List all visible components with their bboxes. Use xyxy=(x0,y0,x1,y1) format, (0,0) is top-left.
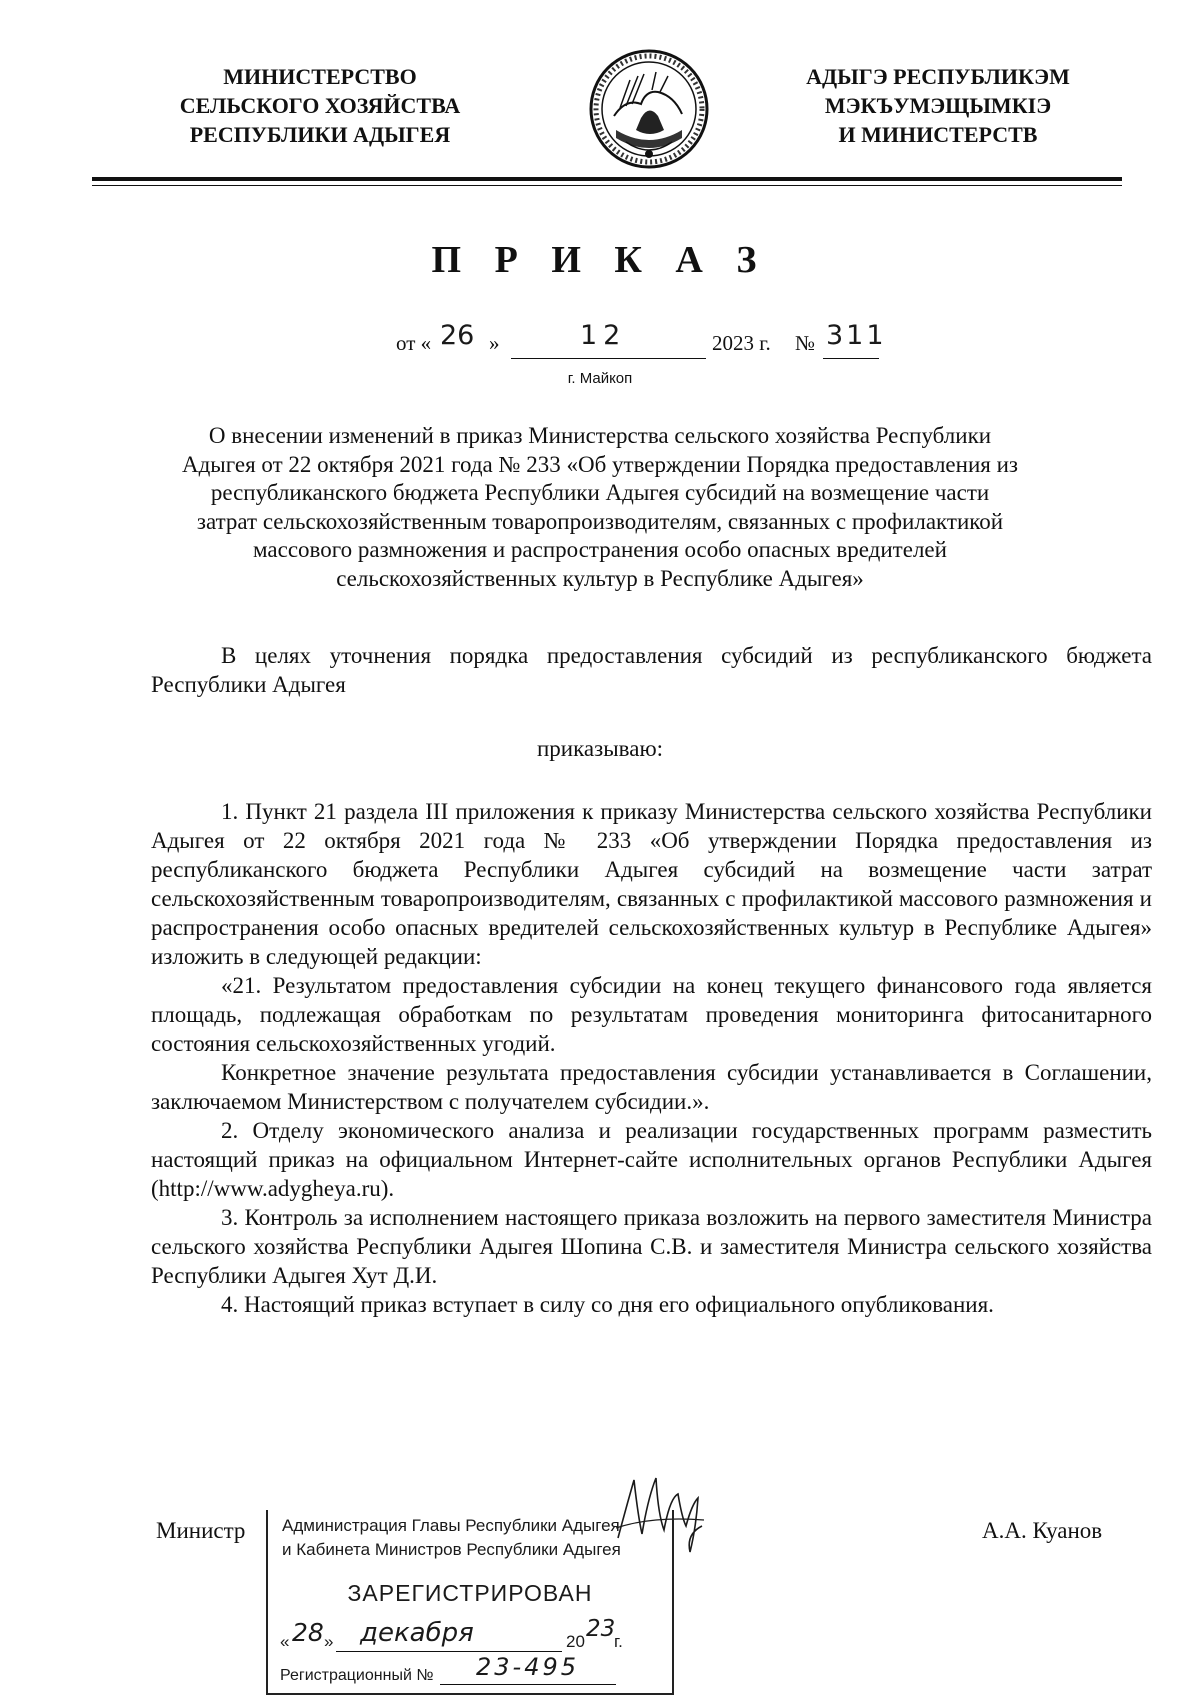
order-word: приказываю: xyxy=(536,736,664,761)
ministry-name-line: МЭКЪУМЭЩЫМКIЭ xyxy=(824,93,1052,118)
preamble: В целях уточнения порядка предоставления субсидий из республиканского бюджета Республики Адыгея xyxy=(151,643,1152,697)
item-paragraph: 1. Пункт 21 раздела III приложения к приказу Министерства сельского хозяйства Республики Адыгея от 22 октября 2021 года № 233 «Об утверждении Порядка предоставления из республиканского бюджета Республики Адыгея субсидий на возмещение части затрат сельскохозяйственным товаропроизводителям, связанных с профилактикой массового размножения и распространения особо опасных вредителей сельскохозяйственных культур в Республике Адыгея» изложить в следующей редакции: xyxy=(151,799,1152,969)
stamp-registration-line xyxy=(280,1653,660,1687)
stamp-reg-label: Регистрационный № xyxy=(280,1667,434,1684)
order-subject xyxy=(150,422,1050,593)
stamp-date-line xyxy=(280,1618,660,1656)
ministry-name-russian xyxy=(140,62,500,149)
stamp-status: ЗАРЕГИСТРИРОВАН xyxy=(347,1580,593,1606)
stamp-authority-line: Администрация Главы Республики Адыгея xyxy=(282,1516,620,1535)
date-number-line xyxy=(0,320,1200,364)
ministry-name-line: МИНИСТЕРСТВО xyxy=(223,64,417,89)
stamp-month: декабря xyxy=(360,1618,474,1648)
item-paragraph: «21. Результатом предоставления субсидии на конец текущего финансового года является площадь, подлежащая обработкам по результатам проведения мониторинга фитосанитарного состояния сельскохозяйственных угодий. xyxy=(151,973,1152,1056)
item-paragraph: 4. Настоящий приказ вступает в силу со дня его официального опубликования. xyxy=(221,1292,994,1317)
ministry-name-line: СЕЛЬСКОГО ХОЗЯЙСТВА xyxy=(179,93,461,118)
city: г. Майкоп xyxy=(567,370,633,387)
item-paragraph: 3. Контроль за исполнением настоящего приказа возложить на первого заместителя Министра сельского хозяйства Республики Адыгея Шопина С.В. и заместителя Министра сельского хозяйства Республики Адыгея Хут Д.И. xyxy=(151,1205,1152,1288)
ministry-name-line: РЕСПУБЛИКИ АДЫГЕЯ xyxy=(189,122,451,147)
subject-line: О внесении изменений в приказ Министерства сельского хозяйства Республики xyxy=(208,423,992,448)
subject-line: сельскохозяйственных культур в Республике Адыгея» xyxy=(336,565,864,591)
stamp-year-unit: г. xyxy=(614,1632,623,1651)
date-year: 2023 г. xyxy=(712,331,771,355)
subject-line: затрат сельскохозяйственным товаропроизводителям, связанных с профилактикой xyxy=(196,508,1004,534)
ministry-name-line: И МИНИСТЕРСТВ xyxy=(838,122,1038,147)
stamp-reg-underline xyxy=(440,1684,616,1685)
header-divider xyxy=(92,177,1122,181)
stamp-year-suffix: 23 xyxy=(586,1616,616,1642)
date-month: 12 xyxy=(580,320,627,351)
stamp-close-quote: » xyxy=(324,1632,334,1651)
signatory-name: А.А. Куанов xyxy=(982,1518,1103,1543)
stamp-month-underline xyxy=(336,1651,562,1652)
stamp-open-quote: « xyxy=(280,1632,290,1651)
item-paragraph: 2. Отделу экономического анализа и реализации государственных программ разместить настоящий приказ на официальном Интернет-сайте исполнительных органов Республики Адыгея (http://www.adygheya.ru). xyxy=(151,1118,1152,1201)
document-title: П Р И К А З xyxy=(431,239,769,281)
subject-line: республиканского бюджета Республики Адыгея субсидий на возмещение части xyxy=(210,480,990,505)
stamp-reg-number: 23-495 xyxy=(476,1653,580,1681)
date-day: 26 xyxy=(440,320,475,351)
registration-stamp xyxy=(266,1510,674,1695)
coat-of-arms-icon xyxy=(586,46,712,172)
stamp-day: 28 xyxy=(292,1618,324,1647)
order-items xyxy=(151,797,1152,1319)
item-paragraph: Конкретное значение результата предоставления субсидии устанавливается в Соглашении, заключаемом Министерством с получателем субсидии.». xyxy=(151,1060,1152,1114)
signatory-title: Министр xyxy=(156,1518,246,1543)
month-underline xyxy=(511,358,706,359)
order-number: 311 xyxy=(826,320,887,351)
ministry-name-adyghe xyxy=(758,62,1118,149)
subject-line: массового размножения и распространения особо опасных вредителей xyxy=(253,537,947,562)
stamp-authority-line: и Кабинета Министров Республики Адыгея xyxy=(282,1540,621,1559)
date-quote-close: » xyxy=(489,331,500,355)
subject-line: Адыгея от 22 октября 2021 года № 233 «Об утверждении Порядка предоставления из xyxy=(182,451,1018,477)
date-prefix: от « xyxy=(396,331,432,355)
preamble-block xyxy=(151,641,1152,699)
ministry-name-line: АДЫГЭ РЕСПУБЛИКЭМ xyxy=(806,64,1070,89)
number-label: № xyxy=(795,331,816,355)
number-underline xyxy=(823,358,879,359)
header-divider-thin xyxy=(92,185,1122,186)
stamp-year-prefix: 20 xyxy=(566,1632,585,1651)
